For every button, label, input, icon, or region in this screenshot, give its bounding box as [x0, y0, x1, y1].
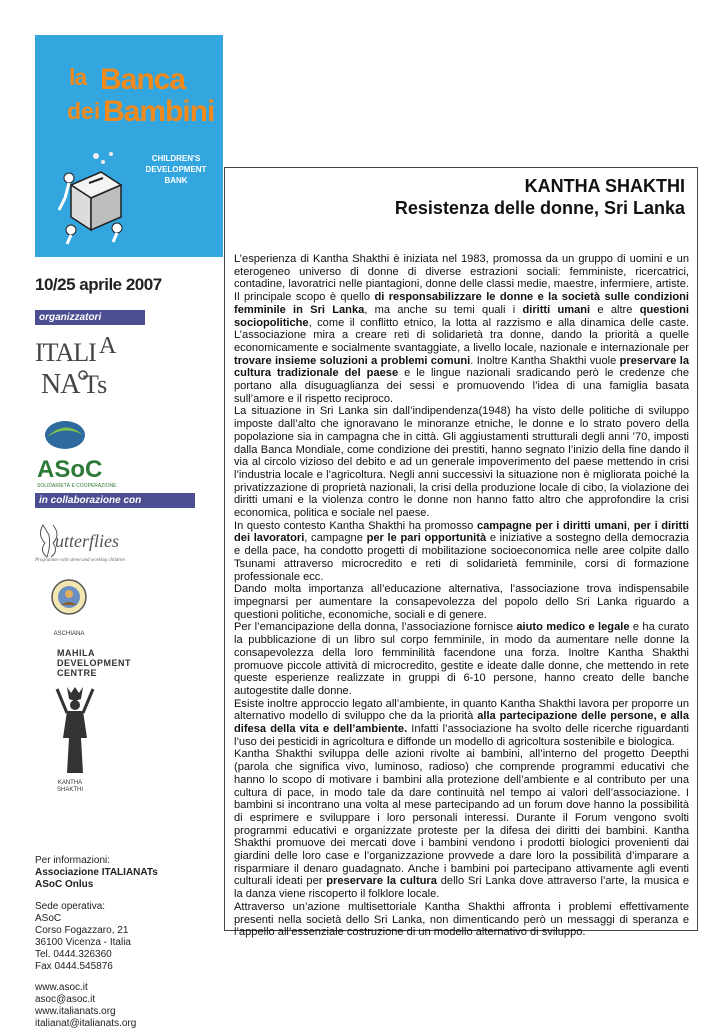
paragraph-1 [234, 253, 689, 405]
p7-bold: preservare la cultura [326, 875, 437, 888]
logo-dei: dei [67, 98, 101, 124]
butterflies-logo [35, 515, 175, 570]
paragraph-5 [234, 621, 689, 697]
p5-text: e ha curato la pubblicazione di un libro sul corpo femminile, in modo da aumentare nelle donne la consapevolezza della loro femminilità facendone una forza. Inoltre Kantha Shakthi promuove piccole attività di microcredito, gestite e ideate dalle donne, che mettendo in rete queste esperienze realizzate in gruppi di 6-10 persone, hanno creato delle banche autogestite dalle donne. [234, 621, 689, 697]
kantha-shakthi-label [57, 780, 83, 794]
p5-bold: aiuto medico e legale [516, 621, 630, 634]
asoc-emblem-icon [37, 415, 117, 490]
mahila-line2: DEVELOPMENT [57, 658, 132, 668]
svg-text:ITALI: ITALI [35, 338, 96, 367]
kantha-line1: KANTHA [57, 780, 83, 786]
asoc-logo [37, 415, 117, 495]
article-title: KANTHA SHAKTHI [524, 176, 685, 196]
p1-text: , ma anche su temi quali i [364, 303, 523, 316]
ballot-box-icon [51, 150, 131, 245]
p1-bold: preservare la cultura tradizionale del paese [234, 354, 689, 380]
p7-text: Kantha Shakthi sviluppa delle azioni rivolte ai bambini, all’interno del progetto Deepthi (parola che significa vivo, luminoso, radioso) che comprende programmi educativi che hanno lo scopo di motivare i bambini alla protezione dell’ambiente e al contributo per una cultura di pace, in modo tale da dare continuità nel tempo ai valori dell’associazione. I bambini si incontrano una volta al mese partecipando ad un forum dove hanno la possibilità di esprimere e sviluppare i loro personali interessi. Durante il Forum vengono svolti programmi educativi e organizzate proteste per la difesa dei diritti dei bambini. Kantha Shakthi promuove dei mercati dove i bambini vendono i prodotti biologici provenienti dai giardini delle loro case e l’organizzazione provvede a dare loro la possibilità d’imparare a risparmiare il denaro guadagnato. Anche i bambini poi partecipano attivamente agli eventi culturali ideati per [234, 748, 689, 888]
p5-text: Per l’emancipazione della donna, l’associazione fornisce [234, 621, 517, 634]
p3-bold: campagne per i diritti umani [476, 519, 627, 532]
paragraph-6 [234, 698, 689, 749]
butterfly-icon [35, 515, 175, 565]
kantha-shakthi-logo-figure [53, 683, 98, 778]
p1-text: , come il conflitto etnico, la lotta al razzismo e alla dinamica delle caste. L’associazione mira a creare reti di solidarietà tra donne, dando la priorità a quelle economicamente e socialmente svantaggiate, a livello locale, nazionale e internazionale per [234, 316, 689, 354]
cdb-line1: CHILDREN'S [151, 154, 201, 163]
p3-text: e iniziative a sostegno della democrazia e della pace, ha condotto progetti di mobilitazione socioeconomica nelle aree colpite dallo Tsunami attraverso microcredito e reti di solidarietà femminile, corsi di formazione professionale ecc. [234, 532, 689, 583]
aschiana-logo [49, 575, 89, 625]
svg-text:A: A [99, 333, 117, 359]
svg-text:SOLIDARIETÀ E COOPERAZIONE: SOLIDARIETÀ E COOPERAZIONE [37, 483, 117, 489]
mahila-development-centre-logo [57, 648, 131, 678]
p1-bold: questioni sociopolitiche [234, 303, 689, 329]
fax: Fax 0444.545876 [35, 961, 113, 972]
paragraph-4: Dando molta importanza all’educazione alternativa, l’associazione trova indispensabile impegnarsi per aumentare la consapevolezza del popolo dello Sri Lanka riguardo a questioni politiche, economiche, sociali e di genere. [234, 583, 689, 621]
city: 36100 Vicenza - Italia [35, 937, 131, 948]
p3-text: , campagne [304, 532, 367, 545]
org-italianats: Associazione ITALIANATs [35, 867, 158, 878]
p3-bold: per i diritti dei lavoratori [234, 519, 689, 545]
event-date: 10/25 aprile 2007 [35, 275, 162, 294]
logo-bambini: Bambini [103, 95, 215, 128]
office-address [35, 901, 131, 973]
paragraph-8: Attraverso un’azione multisettoriale Kantha Shakthi affronta i problemi effettivamente presenti nella società dello Sri Lanka, non dimenticando però un messaggi di speranza e l’appello all’essenziale costruzione di un modello alternativo di sviluppo. [234, 900, 689, 939]
p1-bold: diritti umani [522, 303, 591, 316]
org-asoc: ASoC Onlus [35, 879, 94, 890]
p3-bold: per le pari opportunità [366, 532, 487, 545]
aschiana-label: ASCHIANA [53, 631, 85, 637]
italianats-logo [35, 333, 135, 403]
paragraph-3 [234, 520, 689, 584]
email-asoc-link[interactable]: asoc@asoc.it [35, 994, 96, 1005]
telephone: Tel. 0444.326360 [35, 949, 112, 960]
sidebar [35, 35, 225, 1029]
mahila-line1: MAHILA [57, 648, 95, 658]
childrens-development-bank-label [131, 153, 221, 186]
article-box [224, 167, 698, 939]
website-italianats-link[interactable]: www.italianats.org [35, 1006, 116, 1017]
info-label: Per informazioni: [35, 855, 111, 866]
p3-text: In questo contesto Kantha Shakthi ha promosso [234, 519, 477, 532]
paragraph-2: La situazione in Sri Lanka sin dall’indipendenza(1948) ha visto delle politiche di sviluppo imposte dall’alto che ignoravano le minoranze etniche, le donne e lo strato povero della popolazione sia in campagna che in città. Gli aggiustamenti strutturali degli anni ’70, imposti dalla Banca Mondiale, come condizione dei prestiti, hanno segnato l’inizio della fine dando il via al circolo vizioso del debito e ad un generale impoverimento del paese mettendo in crisi l’industria locale e l’agricoltura. Negli anni successivi la situazione non è migliorata poiché la privatizzazione di proprietà nazionali, la crisi della produzione locale di cibo, la violazione dei diritti umani e la violenza contro le donne non hanno fatto altro che approfondire la crisi economica, politica e sociale nel paese. [234, 405, 689, 520]
logo-la: la [69, 64, 87, 90]
collaboration-bar: in collaborazione con [35, 493, 195, 508]
organizers-bar: organizzatori [35, 310, 145, 325]
svg-text:Ts: Ts [83, 370, 108, 399]
p1-text: . Inoltre Kantha Shakthi vuole [470, 354, 620, 367]
web-contacts [35, 982, 136, 1030]
svg-text:Programme with street and work: Programme with street and working children [35, 558, 125, 563]
event-logo-panel [35, 35, 223, 257]
cdb-line2: DEVELOPMENT [145, 165, 207, 174]
mahila-line3: CENTRE [57, 668, 98, 678]
kantha-line2: SHAKTHI [57, 787, 84, 793]
p1-bold: di responsabilizzare le donne e la società sulle condizioni femminile in Sri Lanka [234, 291, 689, 316]
address: Corso Fogazzaro, 21 [35, 925, 129, 936]
logo-banca: Banca [100, 63, 186, 96]
p6-text: Infatti l’associazione ha svolto delle ricerche riguardanti l’uso dei pesticidi in agricoltura e diffonde un modello di agricoltura sostenibile e biologica. [234, 723, 689, 748]
p1-text: e altre [590, 303, 640, 316]
cdb-line3: BANK [164, 176, 188, 185]
p6-text: Esiste inoltre approccio legato all’ambiente, in quanto Kantha Shakthi lavora per proporre un alternativo modello di sviluppo che da la priorità [234, 697, 689, 723]
svg-text:ASoC: ASoC [37, 456, 103, 483]
svg-text:NA: NA [41, 369, 80, 400]
p3-text: , [627, 519, 634, 532]
email-italianats-link[interactable]: italianat@italianats.org [35, 1018, 137, 1029]
website-asoc-link[interactable]: www.asoc.it [35, 982, 88, 993]
svg-text:utterflies: utterflies [55, 531, 119, 551]
article-subtitle: Resistenza delle donne, Sri Lanka [394, 198, 685, 218]
paragraph-7 [234, 748, 689, 900]
p1-text: L’esperienza di Kantha Shakthi è iniziata nel 1983, promossa da un gruppo di uomini e un eterogeneo universo di donne di diverse estrazioni sociali: femministe, ricercatrici, contadine, lavoratrici nelle piantagioni, donne delle classi medie, maestre, infermiere, artiste. Il principale scopo è quello [234, 253, 689, 304]
contact-info [35, 855, 158, 891]
sede-label: Sede operativa: [35, 901, 106, 912]
p6-bold: alla partecipazione delle persone, e alla difesa della vita e dell’ambiente. [234, 710, 689, 736]
p7-text: dello Sri Lanka dove attraverso l’arte, la musica e la danza viene riscoperto il folklore locale. [234, 875, 690, 901]
sede-name: ASoC [35, 913, 62, 924]
p1-text: e le lingue nazionali sradicando però le credenze che portano alla disuguaglianza dei sessi e promuovendo l’idea di una famiglia basata sull’amore e il rispetto reciproco. [234, 367, 689, 405]
p1-bold: trovare insieme soluzioni a problemi comuni [234, 354, 471, 367]
article-body [234, 253, 689, 939]
